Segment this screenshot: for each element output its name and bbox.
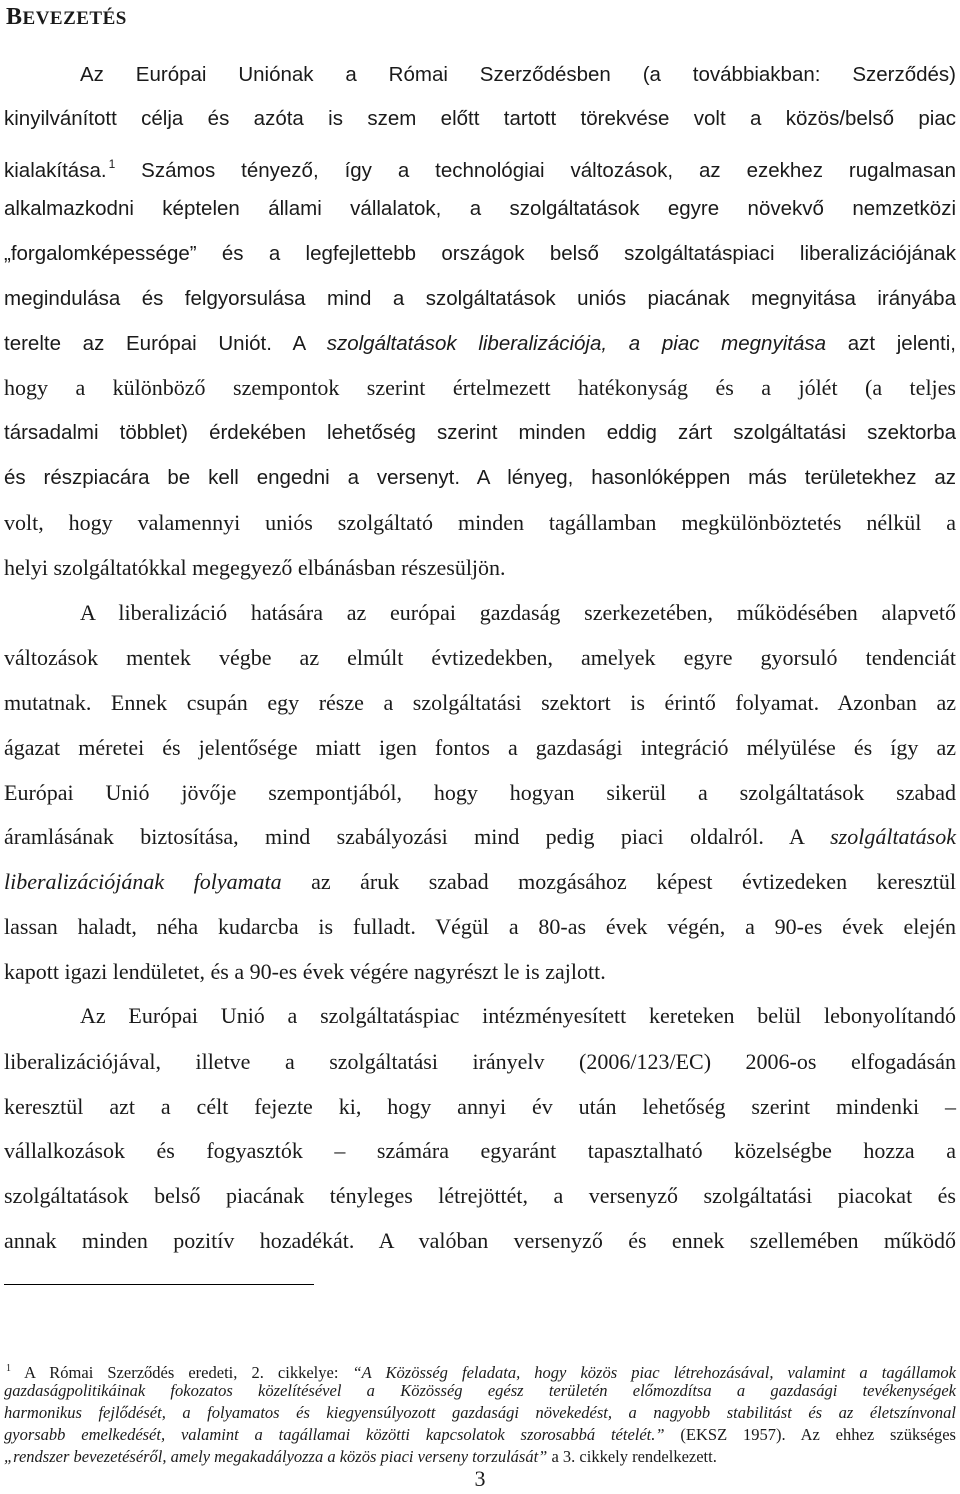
body-line: megindulása és felgyorsulása mind a szolgáltatások uniós piacának megnyitása irányába	[4, 287, 956, 310]
body-line: áramlásának biztosítása, mind szabályozási mind pedig piaci oldalról. A szolgáltatások	[4, 824, 956, 849]
body-line: kialakítása. $^1$ Számos tényező, így a technológiai változások, az ezekhez rugalmasan	[4, 157, 956, 182]
body-line: hogy a különböző szempontok szerint értelmezett hatékonyság és a jólét (a teljes	[4, 375, 956, 400]
body-line: Európai Unió jövője szempontjából, hogy hogyan sikerül a szolgáltatások szabad	[4, 780, 956, 805]
footnote-line: harmonikus fejlődését, a folyamatos és kiegyensúlyozott gazdasági növekedést, a nagyobb stabilitást és az életszínvonal	[4, 1403, 956, 1422]
body-line: kapott igazi lendületet, és a 90-es évek végére nagyrészt le is zajlott.	[4, 959, 606, 984]
body-line: ágazat méretei és jelentősége miatt igen fontos a gazdasági integráció mélyülése és így az	[4, 735, 956, 760]
body-line: változások mentek végbe az elmúlt évtizedekben, amelyek egyre gyorsuló tendenciát	[4, 645, 956, 670]
page-number: 3	[474, 1466, 486, 1491]
body-line: alkalmazkodni képtelen állami vállalatok, a szolgáltatások egyre növekvő nemzetközi	[4, 197, 956, 220]
body-line: lassan haladt, néha kudarcba is fulladt. Végül a 80-as évek végén, a 90-es évek elején	[4, 914, 956, 939]
footnote-separator	[4, 1284, 314, 1285]
body-line: kinyilvánított célja és azóta is szem előtt tartott törekvése volt a közös/belső piac	[4, 107, 956, 130]
body-line: liberalizációjával, illetve a szolgáltatási irányelv (2006/123/EC) 2006-os elfogadásán	[4, 1049, 956, 1074]
body-line: szolgáltatások belső piacának tényleges létrejöttét, a versenyző szolgáltatási piacokat és	[4, 1183, 956, 1208]
body-line: volt, hogy valamennyi uniós szolgáltató minden tagállamban megkülönböztetés nélkül a	[4, 510, 956, 535]
body-line: „forgalomképessége” és a legfejlettebb országok belső szolgáltatáspiaci liberalizációjának	[4, 242, 956, 265]
body-line: társadalmi többlet) érdekében lehetőség szerint minden eddig zárt szolgáltatási szektorba	[4, 421, 956, 444]
body-line: Az Európai Unió a szolgáltatáspiac intézményesített kereteken belül lebonyolítandó	[80, 1003, 956, 1028]
body-line: keresztül azt a célt fejezte ki, hogy annyi év után lehetőség szerint mindenki –	[4, 1094, 956, 1119]
footnote-line: gazdaságpolitikáinak fokozatos közelítésével a Közösség egész területén előmozdítsa a gazdasági tevékenységek	[4, 1381, 956, 1400]
body-line: A liberalizáció hatására az európai gazdaság szerkezetében, működésében alapvető	[80, 600, 956, 625]
body-line: és részpiacára be kell engedni a versenyt. A lényeg, hasonlóképpen más területekhez az	[4, 466, 956, 489]
section-heading: BEVEZETÉS	[6, 4, 127, 30]
footnote-line: „rendszer bevezetéséről, amely megakadályozza a közös piaci verseny torzulását” a 3. cikkely rendelkezett.	[4, 1447, 717, 1466]
body-line: annak minden pozitív hozadékát. A valóban versenyző és ennek szellemében működő	[4, 1228, 956, 1253]
body-line: mutatnak. Ennek csupán egy része a szolgáltatási szektort is érintő folyamat. Azonban az	[4, 690, 956, 715]
body-line: liberalizációjának folyamata az áruk szabad mozgásához képest évtizedeken keresztül	[4, 869, 956, 894]
footnote-ref: 1	[108, 157, 116, 171]
footnote-line: $^1$ A Római Szerződés eredeti, 2. cikkelye: “A Közösség feladata, hogy közös piac létrehozásával, valamint a tagállamok	[6, 1363, 956, 1382]
body-line: terelte az Európai Uniót. A szolgáltatások liberalizációja, a piac megnyitása azt jelenti,	[4, 332, 956, 355]
footnote-number: 1	[6, 1363, 11, 1374]
body-line: helyi szolgáltatókkal megegyező elbánásban részesüljön.	[4, 555, 506, 580]
body-line: vállalkozások és fogyasztók – számára egyaránt tapasztalható közelségbe hozza a	[4, 1138, 956, 1163]
footnote-line: gyorsabb emelkedését, valamint a tagállamai közötti kapcsolatok szorosabbá tételét.” (EKSZ 1957). Az ehhez szükséges	[4, 1425, 956, 1444]
body-line: Az Európai Uniónak a Római Szerződésben (a továbbiakban: Szerződés)	[80, 63, 956, 86]
